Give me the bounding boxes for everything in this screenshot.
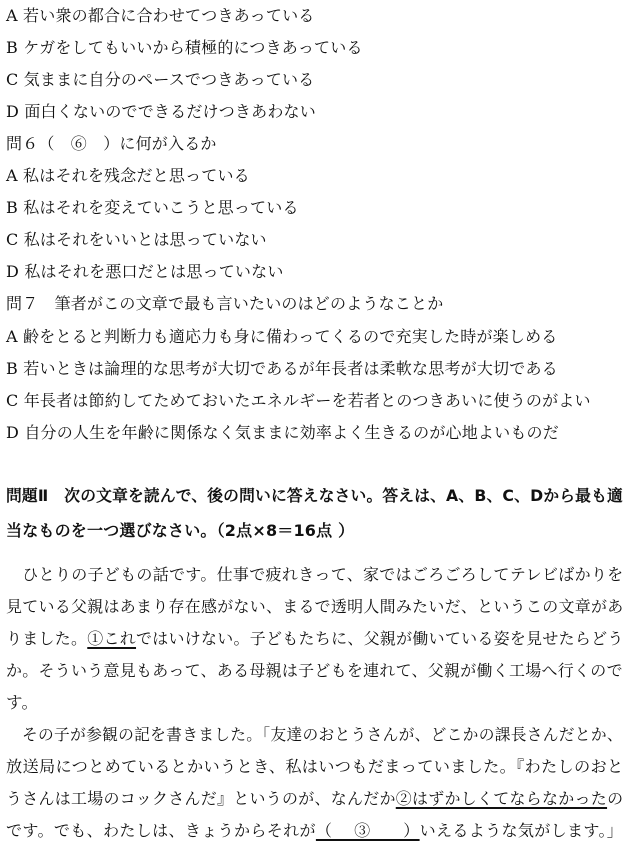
passage-text: いえるような気がします。」 bbox=[419, 821, 624, 840]
q7-option-a: A 齢をとると判断力も適応力も身に備わってくるので充実した時が楽しめる bbox=[6, 327, 558, 346]
passage-p1-line1: ひとりの子どもの話です。仕事で疲れきって、家ではごろごろしてテレビばかりを bbox=[6, 565, 624, 584]
underlined-phrase-1: ①これ bbox=[87, 629, 137, 648]
passage-text: の bbox=[607, 789, 624, 808]
q7-option-d: D 自分の人生を年齢に関係なく気ままに効率よく生きるのが心地よいものだ bbox=[6, 423, 559, 442]
q5-option-b: B ケガをしてもいいから積極的につきあっている bbox=[6, 38, 363, 57]
passage-p1-line2: 見ている父親はあまり存在感がない、まるで透明人間みたいだ、というこの文章があ bbox=[6, 597, 624, 616]
section2-heading-line1: 問題Ⅱ 次の文章を読んで、後の問いに答えなさい。答えは、A、B、C、Dから最も適 bbox=[6, 486, 623, 505]
passage-p2-line2: 放送局につとめているとかいうとき、私はいつもだまっていました。『わたしのおと bbox=[6, 757, 624, 776]
q5-option-a: A 若い衆の都合に合わせてつきあっている bbox=[6, 6, 315, 25]
passage-p2-line4 bbox=[6, 821, 623, 841]
q5-option-d: D 面白くないのでできるだけつきあわない bbox=[6, 102, 316, 121]
passage-p2-line3 bbox=[6, 789, 623, 809]
q6-option-a: A 私はそれを残念だと思っている bbox=[6, 166, 250, 185]
answer-blank-3: （ ③ ） bbox=[315, 821, 420, 840]
passage-text: うさんは工場のコックさんだ』というのが、なんだか bbox=[6, 789, 396, 808]
q6-option-d: D 私はそれを悪口だとは思っていない bbox=[6, 262, 284, 281]
q5-option-c: C 気ままに自分のペースでつきあっている bbox=[6, 70, 315, 89]
q7-option-c: C 年長者は節約してためておいたエネルギーを若者とのつきあいに使うのがよい bbox=[6, 391, 591, 410]
q6-option-b: B 私はそれを変えていこうと思っている bbox=[6, 198, 299, 217]
q6-option-c: C 私はそれをいいとは思っていない bbox=[6, 230, 267, 249]
underlined-phrase-2: ②はずかしくてならなかった bbox=[395, 789, 608, 808]
section2-heading-line2: 当なものを一つ選びなさい。（2点×8＝16点 ） bbox=[6, 521, 355, 540]
passage-p1-line3 bbox=[6, 629, 624, 649]
passage-p2-line1: その子が参観の記を書きました。「友達のおとうさんが、どこかの課長さんだとか、 bbox=[6, 725, 623, 744]
passage-text: ではいけない。子どもたちに、父親が働いている姿を見せたらどう bbox=[136, 629, 624, 648]
passage-p1-line5: す。 bbox=[6, 693, 39, 712]
q7-option-b: B 若いときは論理的な思考が大切であるが年長者は柔軟な思考が大切である bbox=[6, 359, 558, 378]
passage-text: です。でも、わたしは、きょうからそれが bbox=[6, 821, 316, 840]
passage-text: りました。 bbox=[6, 629, 88, 648]
q7-question: 問７ 筆者がこの文章で最も言いたいのはどのようなことか bbox=[6, 294, 444, 313]
q6-question: 問６（ ⑥ ）に何が入るか bbox=[6, 134, 217, 153]
passage-p1-line4: か。そういう意見もあって、ある母親は子どもを連れて、父親が働く工場へ行くので bbox=[6, 661, 623, 680]
